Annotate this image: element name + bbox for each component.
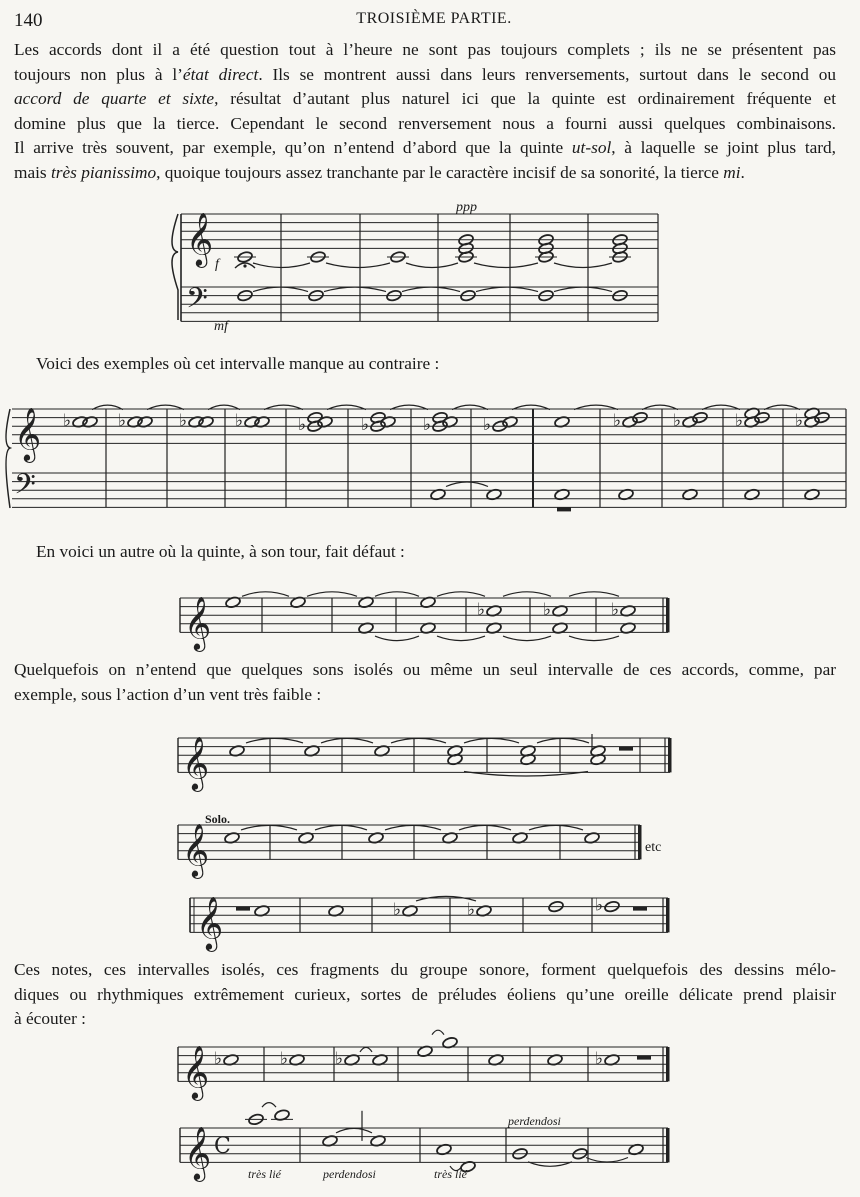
final-barline-icon	[638, 825, 642, 859]
final-barline-icon	[666, 1128, 670, 1162]
tie	[437, 592, 485, 597]
whole-rest-icon	[557, 507, 571, 511]
solo-marking: Solo.	[205, 812, 231, 826]
fermata-icon	[243, 264, 246, 267]
text-run: Les accords dont il a été question tout à l’heure ne sont pas toujours complets ; ils ne se présentent pas	[14, 40, 836, 59]
final-barline-icon	[666, 598, 670, 632]
text-run: domine plus que la tierce. Cependant le second renversement nous a fourni aussi quelques combinaisons.	[14, 113, 836, 133]
flat-icon: ♭	[423, 415, 432, 436]
flat-icon: ♭	[613, 410, 622, 431]
brace	[6, 409, 10, 508]
treble-clef-icon: 𝄞	[184, 595, 212, 650]
treble-clef-icon: 𝄞	[14, 406, 42, 461]
brace	[172, 214, 178, 320]
flat-icon: ♭	[118, 410, 127, 431]
treble-clef-icon: 𝄞	[184, 1125, 212, 1180]
flat-icon: ♭	[543, 599, 552, 620]
common-time-icon: C	[214, 1133, 231, 1159]
tie	[241, 825, 297, 830]
flat-icon: ♭	[595, 1048, 604, 1069]
flat-icon: ♭	[298, 415, 307, 436]
flat-icon: ♭	[673, 410, 682, 431]
text-run: . Ils se montrent aussi dans leurs renversements, surtout dans le second ou	[258, 64, 836, 84]
whole-rest-icon	[619, 747, 633, 751]
flat-icon: ♭	[235, 410, 244, 431]
tie	[554, 263, 612, 268]
whole-rest-icon	[236, 907, 250, 911]
text-run: état direct	[182, 64, 259, 84]
flat-icon: ♭	[595, 895, 604, 916]
tres-lie-marking: très lié	[248, 1167, 281, 1181]
flat-icon: ♭	[63, 410, 72, 431]
text-run: Quelquefois on n’entend que quelques sons isolés ou même un seul intervalle de ces accords, comme, par	[14, 660, 836, 679]
text-run: , à laquelle se joint plus tard,	[611, 138, 837, 157]
tie	[569, 636, 619, 641]
tie	[437, 636, 485, 641]
text-run: , quoique toujours assez tranchante par le caractère incisif de sa sonorité, la tierce	[156, 162, 724, 182]
perdendosi-marking: perdendosi	[323, 1167, 376, 1181]
flat-icon: ♭	[483, 415, 492, 436]
tie	[324, 287, 386, 292]
text-run: ut-sol	[571, 138, 612, 157]
tie	[326, 263, 390, 268]
text-run: mi	[723, 162, 741, 182]
text-run: à écouter :	[14, 1009, 86, 1028]
tie	[307, 592, 357, 597]
dynamic-mf: mf	[214, 319, 228, 334]
tie	[262, 1103, 276, 1108]
flat-icon: ♭	[735, 410, 744, 431]
text-run: exemple, sous l’action d’un vent très faible :	[14, 684, 322, 704]
treble-clef-icon: 𝄞	[182, 822, 210, 877]
tie	[474, 263, 538, 268]
tie	[446, 482, 488, 487]
tie	[242, 592, 289, 597]
tie	[503, 636, 551, 641]
tie	[402, 287, 460, 292]
treble-clef-icon: 𝄞	[186, 211, 214, 266]
tie	[315, 825, 367, 830]
text-run: très pianissimo	[50, 162, 157, 182]
tie	[360, 1047, 372, 1052]
text-run: Il arrive très souvent, par exemple, qu’on n’entend d’abord que la quinte	[14, 138, 572, 157]
text-run: accord de quarte et sixte	[14, 89, 215, 108]
text-run: diques ou rhythmiques extrêmement curieux, sortes de préludes éoliens qu’une oreille délicate prend plaisir	[14, 984, 836, 1004]
tie	[336, 1128, 372, 1133]
flat-icon: ♭	[214, 1048, 223, 1069]
flat-icon: ♭	[795, 410, 804, 431]
text-run: , résultat d’autant plus naturel ici que la quinte est ordinairement fréquente et	[214, 89, 836, 108]
whole-rest-icon	[637, 1056, 651, 1060]
tie	[503, 592, 551, 597]
tie	[246, 738, 303, 743]
etc-marking: etc	[645, 840, 662, 855]
flat-icon: ♭	[280, 1048, 289, 1069]
flat-icon: ♭	[477, 599, 486, 620]
page-number: 140	[14, 10, 43, 31]
tres-lie-marking: très lié	[434, 1167, 467, 1181]
tie	[464, 738, 519, 743]
tie	[569, 592, 619, 597]
perdendosi-marking: perdendosi	[508, 1114, 561, 1128]
flat-icon: ♭	[393, 899, 402, 920]
text-run: Voici des exemples où cet intervalle manque au contraire :	[36, 354, 440, 373]
text-run: En voici un autre où la quinte, à son tour, fait défaut :	[36, 542, 405, 561]
tie	[432, 1030, 444, 1035]
tie	[375, 636, 419, 641]
whole-rest-icon	[633, 907, 647, 911]
tie	[476, 287, 538, 292]
bass-clef-icon: 𝄢	[186, 281, 208, 322]
flat-icon: ♭	[611, 599, 620, 620]
tie	[459, 825, 511, 830]
treble-clef-icon: 𝄞	[196, 895, 224, 950]
tie	[375, 592, 419, 597]
flat-icon: ♭	[179, 410, 188, 431]
final-barline-icon	[666, 1047, 670, 1081]
tie	[537, 738, 589, 743]
tie	[529, 825, 583, 830]
tie	[406, 263, 458, 268]
text-run: .	[740, 162, 745, 182]
tie	[321, 738, 373, 743]
final-barline-icon	[666, 898, 670, 932]
text-run: toujours non plus à l’	[14, 64, 183, 84]
dynamic-ppp: ppp	[456, 200, 477, 215]
tie	[554, 287, 612, 292]
final-barline-icon	[668, 738, 672, 772]
bass-clef-icon: 𝄢	[14, 467, 36, 508]
tie	[385, 825, 441, 830]
treble-clef-icon: 𝄞	[182, 735, 210, 790]
treble-clef-icon: 𝄞	[182, 1044, 210, 1099]
text-run: Ces notes, ces intervalles isolés, ces fragments du groupe sonore, forment quelquefois des dessins mélo-	[14, 960, 836, 979]
flat-icon: ♭	[361, 415, 370, 436]
flat-icon: ♭	[335, 1048, 344, 1069]
running-title: TROISIÈME PARTIE.	[356, 10, 512, 27]
text-run: mais	[14, 162, 51, 182]
tie	[391, 738, 446, 743]
dynamic-f: f	[215, 257, 219, 272]
tie	[586, 1158, 628, 1163]
flat-icon: ♭	[467, 899, 476, 920]
